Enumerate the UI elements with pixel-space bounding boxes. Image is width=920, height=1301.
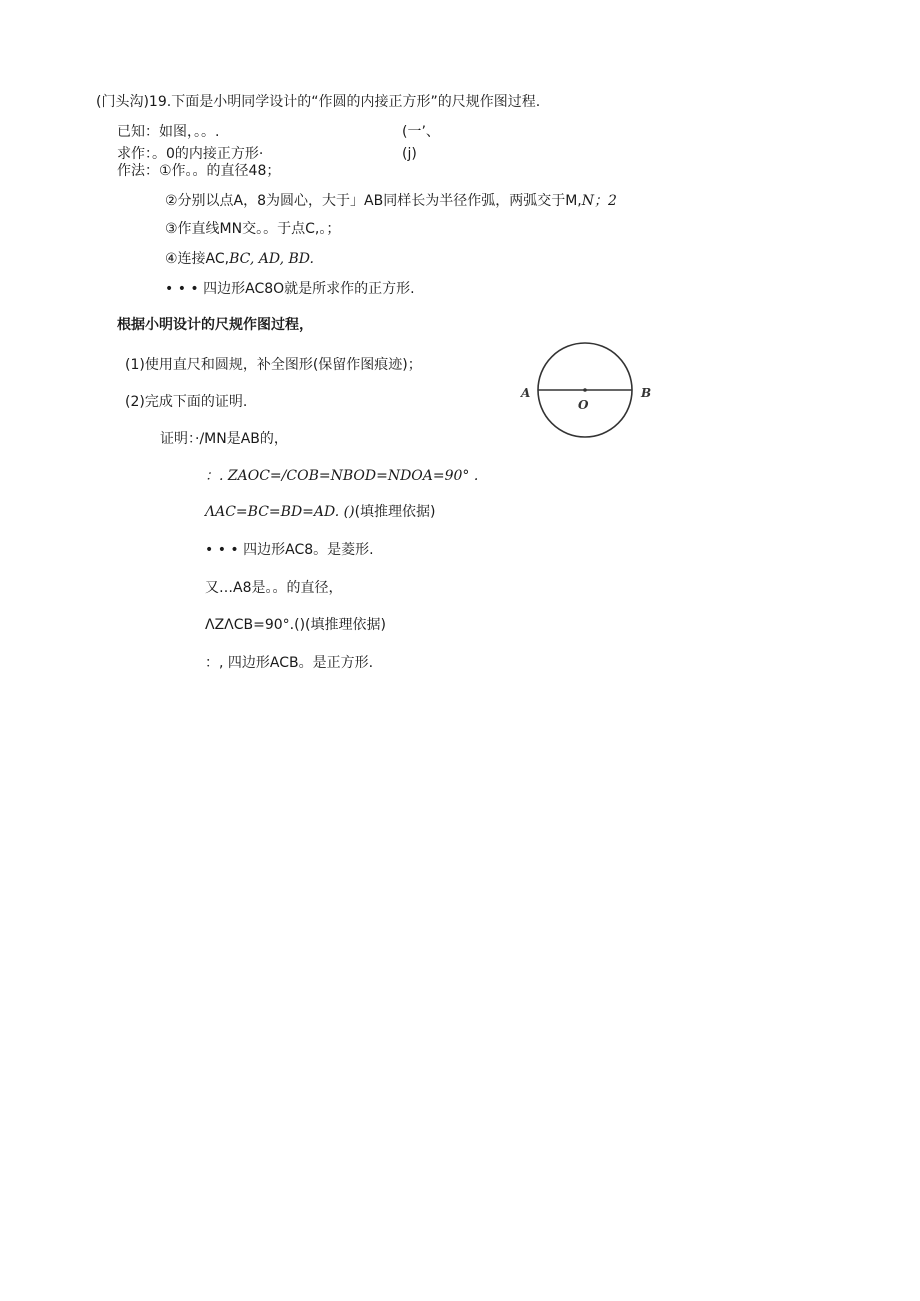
method-step4-segments: BC, AD, BD. [229, 251, 314, 267]
method-step2 [165, 192, 617, 210]
proof-line-4: • • • 四边形AC8。是菱形. [205, 542, 374, 558]
method-step3: ③作直线MN交。。于点C,。； [165, 221, 341, 237]
task-text: 求作：。0的内接正方形· [117, 146, 264, 162]
method-conclusion: • • • 四边形AC8O就是所求作的正方形. [165, 281, 415, 297]
proof-line-1: 证明：·/MN是AB的， [160, 431, 288, 447]
proof-line-6-math: ΛZΛCB=90°.() [205, 617, 306, 633]
proof-line-6 [205, 616, 386, 634]
proof-line-3-reason: (填推理依据) [354, 504, 436, 520]
center-point [583, 388, 587, 392]
method-step2-tail: N；2 [581, 193, 617, 209]
task-note: (j) [402, 146, 417, 162]
given-note: (一’、 [402, 124, 440, 140]
label-b: B [641, 386, 652, 400]
circle-diagram [512, 336, 662, 444]
proof-line-6-reason: (填推理依据) [305, 617, 386, 633]
proof-line-3-math: ΛAC=BC=BD=AD. () [205, 504, 355, 520]
proof-line-2: ：. ZAOC=/COB=NBOD=NDOA=90° . [205, 468, 479, 484]
proof-line-7: ：, 四边形ACB。是正方形. [205, 655, 374, 671]
problem-header: (门头沟)19.下面是小明同学设计的“作圆的内接正方形”的尺规作图过程. [96, 94, 541, 110]
question-intro: 根据小明设计的尺规作图过程， [117, 317, 313, 333]
proof-line-3 [205, 503, 436, 521]
method-step1: 作法：①作。。的直径48； [117, 163, 281, 179]
method-step4-text: ④连接AC, [165, 251, 230, 267]
given-text: 已知：如图，。。. [117, 124, 220, 140]
method-step4 [165, 250, 314, 268]
proof-line-5: 又…A8是。。的直径， [205, 580, 343, 596]
label-o: O [578, 398, 589, 412]
question-2: (2)完成下面的证明. [125, 394, 248, 410]
question-1: (1)使用直尺和圆规，补全图形(保留作图痕迹)； [125, 357, 422, 373]
method-step2-text: ②分别以点A，8为圆心，大于」AB同样长为半径作弧，两弧交于M, [165, 193, 582, 209]
label-a: A [521, 386, 531, 400]
